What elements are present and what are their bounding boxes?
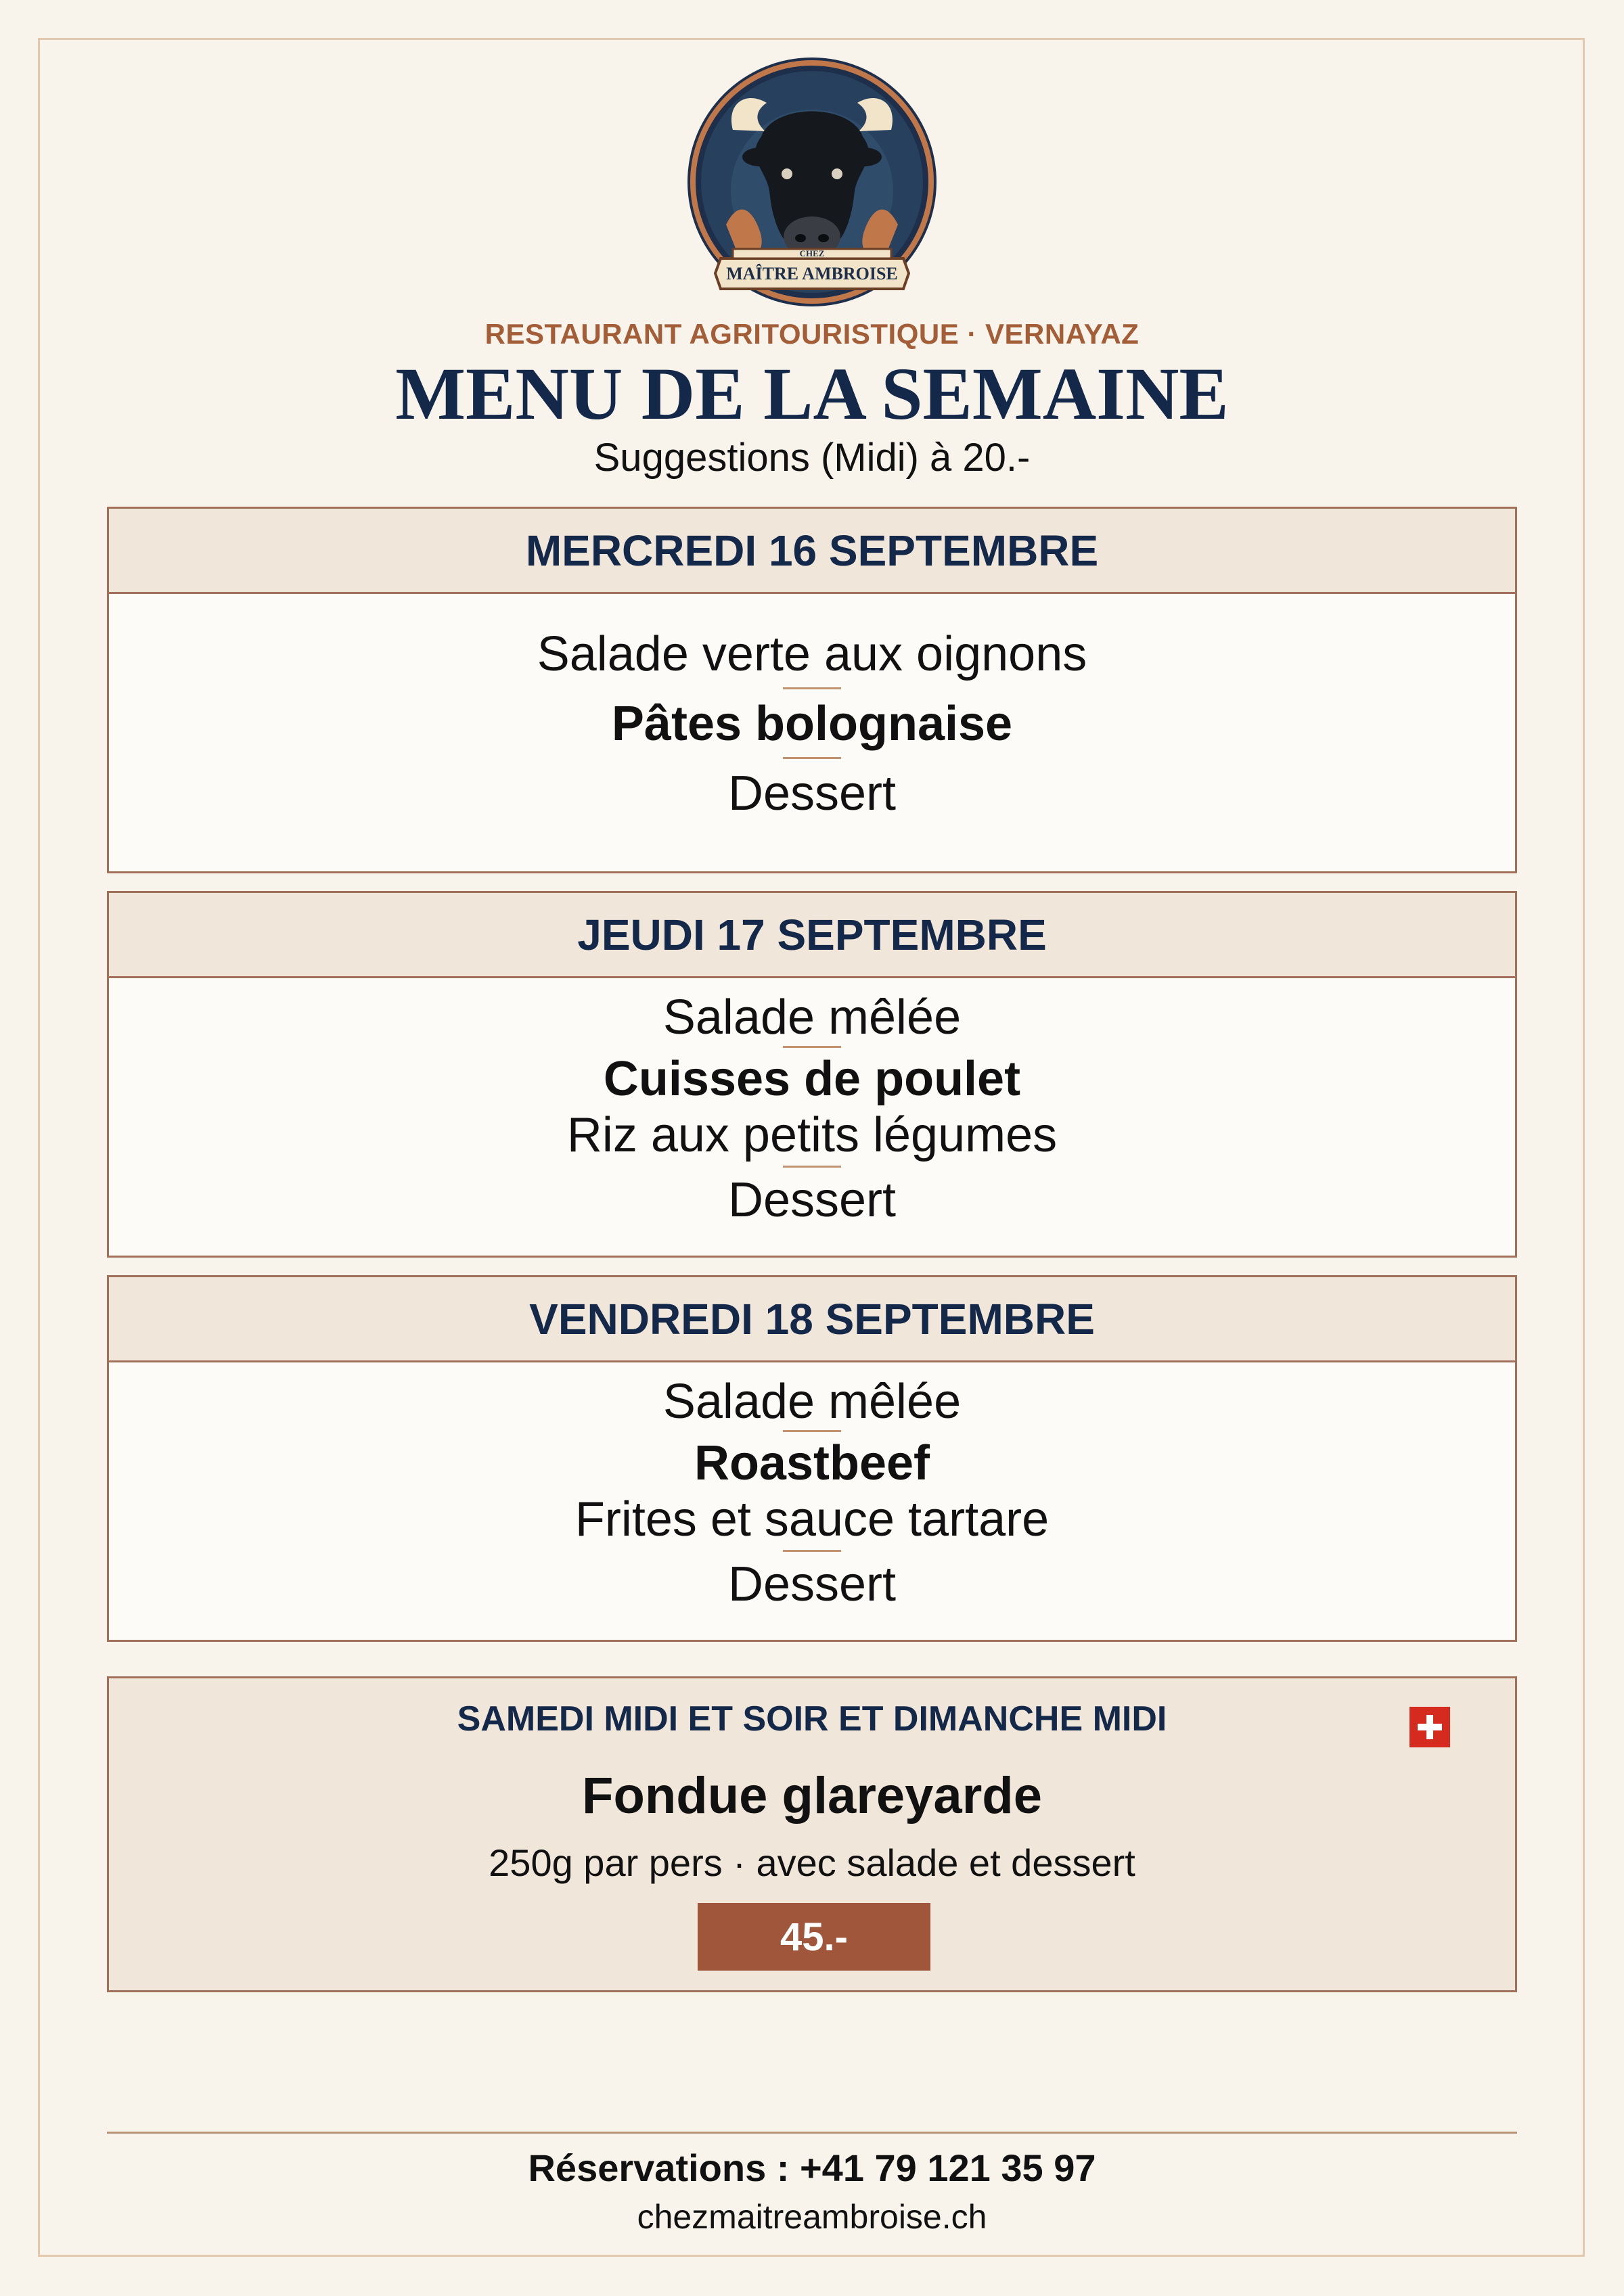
weekend-heading: SAMEDI MIDI ET SOIR ET DIMANCHE MIDI [457, 1699, 1167, 1739]
weekend-special-card [107, 1676, 1517, 1992]
starter-dish: Salade mêlée [662, 990, 962, 1044]
footer-divider [107, 2132, 1517, 2134]
reservation-phone[interactable]: Réservations : +41 79 121 35 97 [528, 2146, 1096, 2189]
day-card-wednesday [107, 507, 1517, 873]
day-heading: VENDREDI 18 SEPTEMBRE [109, 1277, 1515, 1362]
weekend-description: 250g par pers · avec salade et dessert [489, 1841, 1135, 1884]
side-dish: Riz aux petits légumes [566, 1108, 1058, 1162]
dish-separator [783, 1166, 841, 1168]
dish-separator [783, 757, 841, 759]
main-dish: Pâtes bolognaise [611, 697, 1013, 751]
side-dish: Frites et sauce tartare [574, 1492, 1050, 1546]
main-dish: Roastbeef [694, 1436, 930, 1490]
bull-logo-icon [685, 55, 939, 308]
restaurant-subtitle: RESTAURANT AGRITOURISTIQUE · VERNAYAZ [484, 318, 1140, 350]
dish-separator [783, 1430, 841, 1432]
menu-tagline: Suggestions (Midi) à 20.- [593, 436, 1031, 480]
main-dish: Cuisses de poulet [603, 1052, 1021, 1106]
starter-dish: Salade mêlée [662, 1375, 962, 1429]
dessert-dish: Dessert [727, 1173, 897, 1227]
weekend-dish: Fondue glareyarde [582, 1767, 1042, 1824]
dish-separator [783, 1046, 841, 1048]
starter-dish: Salade verte aux oignons [537, 627, 1087, 681]
logo-text-chez: CHEZ [799, 248, 825, 258]
dessert-dish: Dessert [727, 766, 897, 821]
price-badge: 45.- [698, 1903, 930, 1971]
day-heading: MERCREDI 16 SEPTEMBRE [109, 509, 1515, 594]
dish-separator [783, 1550, 841, 1552]
page-title: MENU DE LA SEMAINE [395, 352, 1229, 435]
day-card-thursday [107, 891, 1517, 1258]
day-heading: JEUDI 17 SEPTEMBRE [109, 893, 1515, 978]
day-card-friday [107, 1275, 1517, 1642]
website-link[interactable]: chezmaitreambroise.ch [637, 2198, 987, 2236]
logo-text-name: MAÎTRE AMBROISE [726, 264, 898, 283]
dessert-dish: Dessert [727, 1557, 897, 1611]
swiss-flag-icon [1409, 1707, 1450, 1747]
dish-separator [783, 687, 841, 689]
